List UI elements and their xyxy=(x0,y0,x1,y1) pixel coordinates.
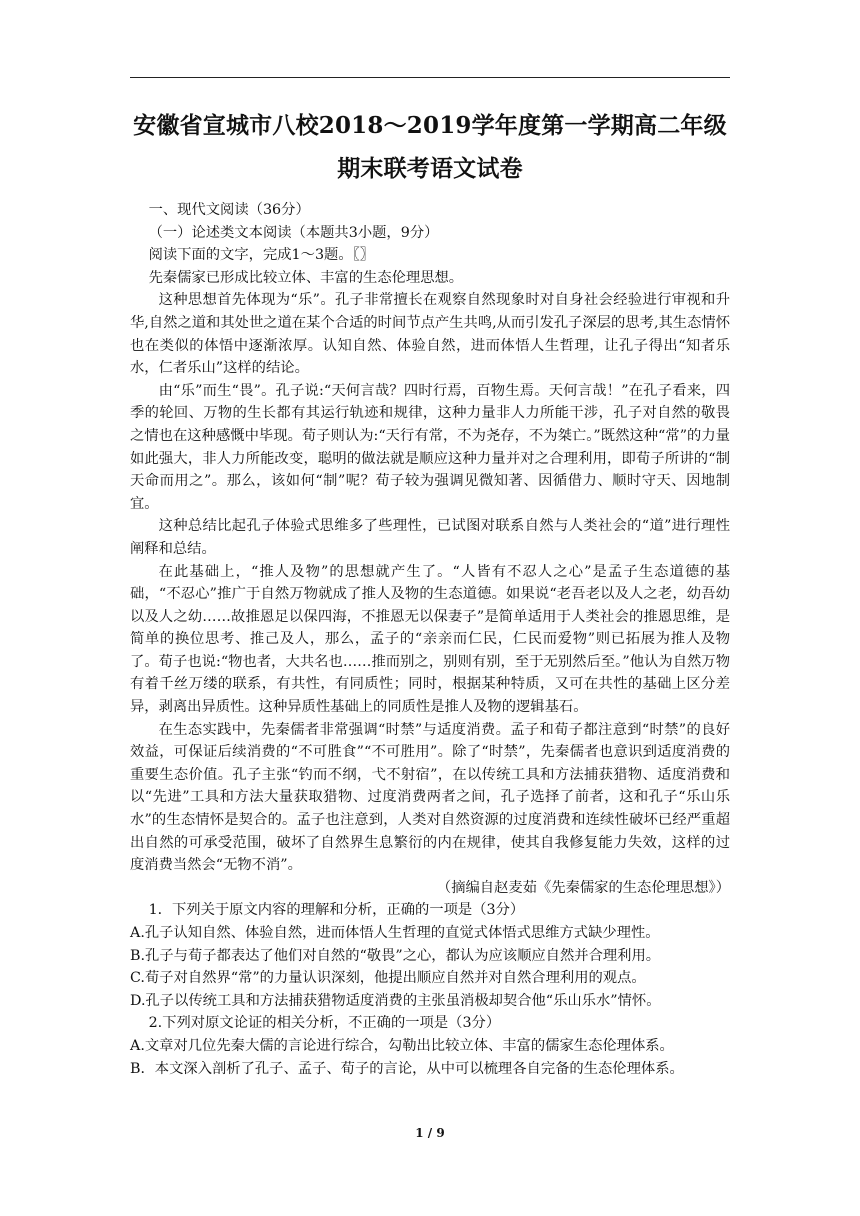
section-heading: 一、现代文阅读（36分） xyxy=(148,202,310,218)
paragraph: 在生态实践中，先秦儒者非常强调“时禁”与适度消费。孟子和荀子都注意到“时禁”的良好效益，可保证后续消费的“不可胜食”“不可胜用”。除了“时禁”，先秦儒者也意识到适度消费的重要生态价值。孔子主张“钓而不纲，弋不射宿”，在以传统工具和方法捕获猎物、适度消费和以“先进”工具和方法大量获取猎物、过度消费两者之间，孔子选择了前者，这和孔子“乐山乐水”的生态情怀是契合的。孟子也注意到，人类对自然资源的过度消费和连续性破坏已经严重超出自然的可承受范围，破坏了自然界生息繁衍的内在规律，使其自我修复能力失效，这样的过度消费当然会“无物不消”。 xyxy=(130,721,730,874)
question-1-option-b: B.孔子与荀子都表达了他们对自然的“敬畏”之心，都认为应该顺应自然并合理利用。 xyxy=(130,947,661,964)
page-number: 1 / 9 xyxy=(415,1126,445,1140)
paragraph: 这种思想首先体现为“乐”。孔子非常擅长在观察自然现象时对自身社会经验进行审视和升华,自然之道和其处世之道在某个合适的时间节点产生共鸣,从而引发孔子深层的思考,其生态情怀也在类似的体悟中逐渐浓厚。认知自然、体验自然，进而体悟人生哲理，让孔子得出“知者乐水，仁者乐山”这样的结论。 xyxy=(130,292,730,377)
question-2-stem: 2.下列对原文论证的相关分析，不正确的一项是（3分） xyxy=(148,1015,501,1032)
question-2-option-b: B．本文深入剖析了孔子、孟子、荀子的言论，从中可以梳理各自完备的生态伦理体系。 xyxy=(130,1060,684,1077)
question-1-stem: 1．下列关于原文内容的理解和分析，正确的一项是（3分） xyxy=(148,902,525,919)
header-rule xyxy=(130,77,730,78)
exam-title: 安徽省宣城市八校2018～2019学年度第一学期高二年级期末联考语文试卷 xyxy=(133,112,727,182)
paragraph: 这种总结比起孔子体验式思维多了些理性，已试图对联系自然与人类社会的“道”进行理性阐释和总结。 xyxy=(130,518,730,557)
paragraph: 由“乐”而生“畏”。孔子说:“天何言哉？四时行焉，百物生焉。天何言哉！”在孔子看来，四季的轮回、万物的生长都有其运行轨迹和规律，这种力量非人力所能干涉，孔子对自然的敬畏之情也在这种感慨中毕现。荀子则认为:“天行有常，不为尧存，不为桀亡。”既然这种“常”的力量如此强大，非人力所能改变，聪明的做法就是顺应这种力量并对之合理利用，即荀子所讲的“制天命而用之”。那么，该如何“制”呢？荀子较为强调见微知著、因循借力、顺时守天、因地制宜。 xyxy=(130,382,730,512)
reading-instruction: 阅读下面的文字，完成1～3题。〖〗 xyxy=(148,247,375,264)
source-citation: （摘编自赵麦茹《先秦儒家的生态伦理思想》） xyxy=(436,879,730,896)
question-1-option-d: D.孔子以传统工具和方法捕获猎物适度消费的主张虽消极却契合他“乐山乐水”情怀。 xyxy=(130,992,661,1009)
subsection-heading: （一）论述类文本阅读（本题共3小题，9分） xyxy=(148,224,439,241)
question-1-option-a: A.孔子认知自然、体验自然，进而体悟人生哲理的直觉式体悟式思维方式缺少理性。 xyxy=(130,925,660,941)
document-body xyxy=(130,199,730,1080)
paragraph: 在此基础上，“推人及物”的思想就产生了。“人皆有不忍人之心”是孟子生态道德的基础，“不忍心”推广于自然万物就成了推人及物的生态道德。如果说“老吾老以及人之老，幼吾幼以及人之幼……故推恩足以保四海，不推恩无以保妻子”是简单适用于人类社会的推恩思维，是简单的换位思考、推己及人，那么，孟子的“亲亲而仁民，仁民而爱物”则已拓展为推人及物了。荀子也说:“物也者，大共名也……推而别之，别则有别，至于无别然后至。”他认为自然万物有着千丝万缕的联系，有共性，有同质性；同时，根据某种特质，又可在共性的基础上区分差异，剥离出异质性。这种异质性基础上的同质性是推人及物的逻辑基石。 xyxy=(130,563,730,716)
question-1-option-c: C.荀子对自然界“常”的力量认识深刻，他提出顺应自然并对自然合理利用的观点。 xyxy=(130,970,646,987)
paragraph: 先秦儒家已形成比较立体、丰富的生态伦理思想。 xyxy=(148,269,464,286)
question-2-option-a: A.文章对几位先秦大儒的言论进行综合，勾勒出比较立体、丰富的儒家生态伦理体系。 xyxy=(130,1037,674,1054)
document-page xyxy=(130,104,730,1080)
